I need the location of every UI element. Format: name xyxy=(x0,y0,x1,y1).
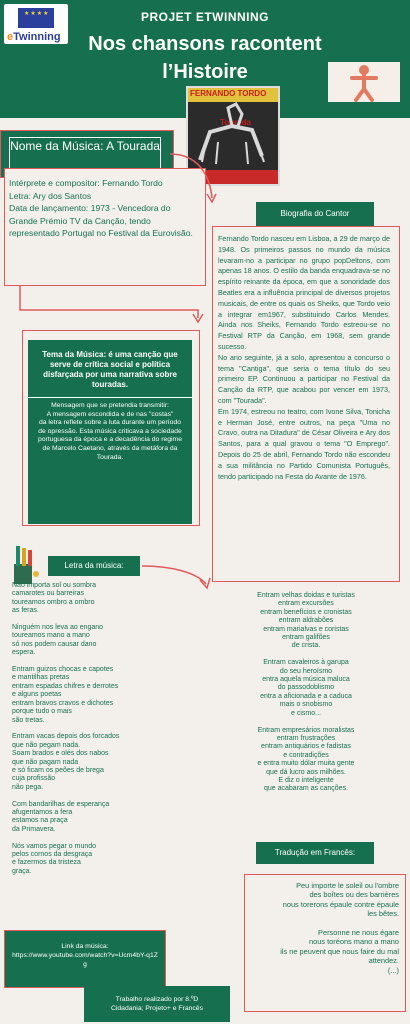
horse-rider-illustration-icon xyxy=(188,102,278,170)
theme-title: Tema da Música: é uma canção que serve de crítica social e política disfarçada por uma narrativa sobre touradas. xyxy=(42,350,178,389)
translation-text: Peu importe le soleil ou l'ombre des boîtes ou des barrières nous torerons épaule contre épaule les bêtes. Personne ne nous égare nous toréons mano a mano ils ne peuvent que nous faire du mal attendez. (...) xyxy=(280,881,399,975)
word-cloud-figure-icon xyxy=(328,62,400,102)
page-title: Nos chansons racontent l’Histoire xyxy=(88,33,322,83)
music-link-text[interactable] xyxy=(11,943,159,969)
credit-box xyxy=(84,986,230,1022)
song-info-box xyxy=(4,168,206,286)
kicker-text: PROJET ETWINNING xyxy=(140,10,269,24)
music-link-box[interactable] xyxy=(4,930,166,988)
theme-message: Mensagem que se pretendia transmitir: A mensagem escondida e de nas "costas" da letra reflete sobre a luta durante um período de opressão. Esta música criticava a sociedade portuguesa da época e a decadência do regime de Marcelo Caetano, através da metáfora da Tourada. xyxy=(38,402,182,461)
album-cover-title: Tourada xyxy=(220,118,251,127)
music-link-label: Link da música: xyxy=(61,943,109,950)
stars-icon: ★★★★ xyxy=(24,11,50,17)
song-name-heading: Nome da Música: A Tourada xyxy=(9,137,161,172)
bio-text: Fernando Tordo nasceu em Lisboa, a 29 de março de 1948. Os primeiros passos no mundo da música levaram-no a participar no grupo popDeltons, com apenas 18 anos. O estilo da banda enquadrava-se no espírito reinante da época, em que a sonoridade dos Beatles era a influência principal de diversos projetos musicais, de entre os quais os Sheiks, que Tordo veio a integrar em1967, substituindo Carlos Mendes. Ainda nos Sheiks, Fernando Tordo estreou-se no Festival RTP da Canção, em 1968, sem grande sucesso. No ano seguinte, já a solo, apresentou a concurso o tema "Cantiga", que seria o tema título do seu primeiro EP. Continuou a participar no Festival da Canção da RTP, que acabou por vencer em 1973, com "Tourada". Em 1974, estreou no teatro, com Ivone Silva, Tonicha e Herman José, entre outros, na peça "Uma no Cravo, outra na Ditadura" de César Oliveira e Ary dos Santos, para a qual gravou o tema "O Emprego". Depois do 25 de abril, Fernando Tordo não escondeu a sua militância no Partido Comunista Português, tendo participado na Festa do Avante de 1976. xyxy=(218,234,390,481)
album-cover-label: FERNANDO TORDO xyxy=(190,89,267,98)
lyrics-right-column: Entram velhas doidas e turistas entram excursões entram benefícios e cronistas entram aldrabões entram marialvas e coristas entram galifões de crista. Entram cavaleiros à garupa do seu heroísmo entra aquela música maluca do passodoblismo entra a aficionada e a caduca mais o snobismo e cismo... Entram empresários moralistas entram frustrações entram antiquários e fadistas e contradições e entra muito dólar muita gente que dá lucro aos milhões. E diz o inteligente que acabaram as canções. xyxy=(257,592,355,793)
translation-label: Tradução em Francês: xyxy=(256,842,374,864)
theme-box xyxy=(28,340,192,524)
pencil-cup-icon xyxy=(6,544,44,586)
translation-box xyxy=(244,874,406,1012)
logo-text: eTwinning xyxy=(7,31,61,43)
song-info-text: Intérprete e compositor: Fernando Tordo Letra: Ary dos Santos Data de lançamento: 1973 - Vencedora do Grande Prémio TV da Canção, tendo representado Portugal no Festival da Eurovisão. xyxy=(9,178,193,239)
bio-label: Biografia do Cantor xyxy=(256,202,374,226)
theme-divider xyxy=(28,397,192,398)
credit-text: Trabalho realizado por 8.ºD Cidadania; Projeto+ e Francês xyxy=(110,996,203,1012)
lyrics-left-column: Não importa sol ou sombra camarotes ou barreiras toureamos ombro a ombro as feras. Ninguém nos leva ao engano toureamos mano a mano só nos podem causar dano espera. Entram guizos chocas e capotes e mantilhas pretas entram espadas chifres e derrotes e alguns poetas entram bravos cravos e dichotes porque tudo o mais são tretas. Entram vacas depois dos forcados que não pegam nada. Soam brados e olés dos nabos que não pagam nada e só ficam os peões de brega cuja profissão não pega. Com bandarilhas de esperança afugentamos a fera estamos na praça da Primavera. Nós vamos pegar o mundo pelos cornos da desgraça e fazermos da tristeza graça. xyxy=(12,582,120,875)
music-link-url[interactable]: https://www.youtube.com/watch?v=Ucm4bY-q1Zg xyxy=(12,951,158,968)
lyrics-label: Letra da música: xyxy=(48,556,140,576)
